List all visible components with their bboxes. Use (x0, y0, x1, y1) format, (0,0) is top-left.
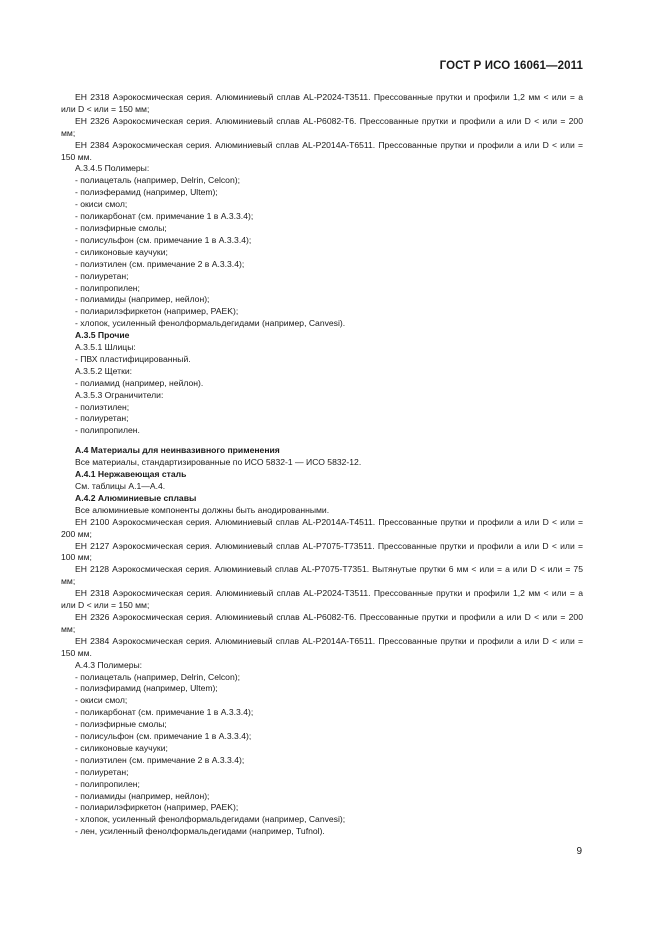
text-line: ЕН 2326 Аэрокосмическая серия. Алюминиевый сплав AL-P6082-T6. Прессованные прутки и профили a или D < или = 200 мм; (61, 115, 583, 138)
text-line: - хлопок, усиленный фенолформальдегидами (например, Canvesi). (75, 318, 346, 329)
text-line: - полипропилен; (75, 778, 140, 789)
text-line: ЕН 2318 Аэрокосмическая серия. Алюминиевый сплав AL-P2024-T3511. Прессованные прутки и профили 1,2 мм < или = a или D < или = 150 мм; (61, 92, 583, 114)
text-line: - полиамиды (например, нейлон); (75, 294, 210, 305)
text-line: - полиамид (например, нейлон). (75, 377, 204, 388)
text-line: ЕН 2100 Аэрокосмическая серия. Алюминиевый сплав AL-P2014A-T4511. Прессованные прутки и профили a или D < или = 200 мм; (61, 516, 583, 539)
text-line: - полиэтилен (см. примечание 2 в А.3.3.4); (75, 258, 245, 269)
text-line: Все алюминиевые компоненты должны быть анодированными. (75, 504, 330, 515)
text-line: ЕН 2384 Аэрокосмическая серия. Алюминиевый сплав AL-P2014A-T6511. Прессованные прутки и профили a или D < или = 150 мм. (61, 139, 583, 162)
text-line: - ПВХ пластифицированный. (75, 353, 191, 364)
text-line: - полиацеталь (например, Delrin, Celcon); (75, 175, 240, 186)
text-line: - полиамиды (например, нейлон); (75, 790, 210, 801)
text-line: - поликарбонат (см. примечание 1 в А.3.3.4); (75, 211, 254, 222)
text-line: - полиуретан; (75, 413, 129, 424)
section-heading: А.4.1 Нержавеющая сталь (75, 469, 187, 480)
text-line: А.3.5.2 Щетки: (75, 365, 133, 376)
text-line: ЕН 2318 Аэрокосмическая серия. Алюминиевый сплав AL-P2024-T3511. Прессованные прутки и профили 1,2 мм < или = a или D < или = 150 мм; (61, 588, 583, 611)
text-line: - полиуретан; (75, 766, 129, 777)
text-line: - полисульфон (см. примечание 1 в А.3.3.4); (75, 234, 252, 245)
text-line: - окиси смол; (75, 199, 128, 210)
text-line: А.3.5.1 Шлицы: (75, 342, 136, 353)
text-line: См. таблицы А.1—А.4. (75, 481, 166, 491)
section-heading: А.4 Материалы для неинвазивного применения (75, 445, 280, 456)
text-line: - полиэфирные смолы; (75, 222, 167, 233)
text-line: - полисульфон (см. примечание 1 в А.3.3.4); (75, 731, 252, 742)
text-line: А.4.3 Полимеры: (75, 659, 143, 670)
text-line: ЕН 2127 Аэрокосмическая серия. Алюминиевый сплав AL-P7075-T73511. Прессованные прутки и профили a или D < или = 100 мм; (61, 540, 583, 563)
document-body (61, 92, 583, 838)
section-heading: А.3.5 Прочие (75, 330, 130, 341)
text-line: ЕН 2384 Аэрокосмическая серия. Алюминиевый сплав AL-P2014A-T6511. Прессованные прутки и профили a или D < или = 150 мм. (61, 635, 583, 658)
text-line: - окиси смол; (75, 695, 128, 706)
text-line: - полиэтилен; (75, 401, 130, 412)
page-number: 9 (576, 846, 582, 857)
text-line: - полипропилен; (75, 282, 140, 293)
text-line: - лен, усиленный фенолформальдегидами (например, Tufnol). (75, 826, 325, 837)
document-header-title: ГОСТ Р ИСО 16061—2011 (439, 60, 583, 72)
text-line: А.3.5.3 Ограничители: (75, 389, 164, 400)
text-line: - поликарбонат (см. примечание 1 в А.3.3.4); (75, 707, 254, 718)
text-line: - полиарилэфиркетон (например, PAEK); (75, 306, 239, 317)
text-line: - полиэфирные смолы; (75, 719, 167, 730)
text-line: - силиконовые каучуки; (75, 742, 168, 753)
text-line: Все материалы, стандартизированные по ИСО 5832-1 — ИСО 5832-12. (75, 457, 362, 468)
text-line: - полиэтилен (см. примечание 2 в А.3.3.4); (75, 754, 245, 765)
text-line: - полиуретан; (75, 270, 129, 281)
section-heading: А.4.2 Алюминиевые сплавы (75, 492, 197, 503)
text-line: - хлопок, усиленный фенолформальдегидами (например, Canvesi); (75, 814, 346, 825)
text-line: ЕН 2326 Аэрокосмическая серия. Алюминиевый сплав AL-P6082-T6. Прессованные прутки и профили a или D < или = 200 мм; (61, 611, 583, 634)
text-line: - полиэферамид (например, Ultem); (75, 187, 218, 198)
text-line: - силиконовые каучуки; (75, 246, 168, 257)
text-line: - полиарилэфиркетон (например, PAEK); (75, 802, 239, 813)
text-line: - полипропилен. (75, 425, 140, 436)
text-line: А.3.4.5 Полимеры: (75, 163, 150, 174)
text-line: ЕН 2128 Аэрокосмическая серия. Алюминиевый сплав AL-P7075-T7351. Вытянутые прутки 6 мм < или = a или D < или = 75 мм; (61, 564, 583, 587)
text-line: - полиэфирамид (например, Ultem); (75, 683, 218, 694)
text-line: - полиацеталь (например, Delrin, Celcon); (75, 671, 240, 682)
